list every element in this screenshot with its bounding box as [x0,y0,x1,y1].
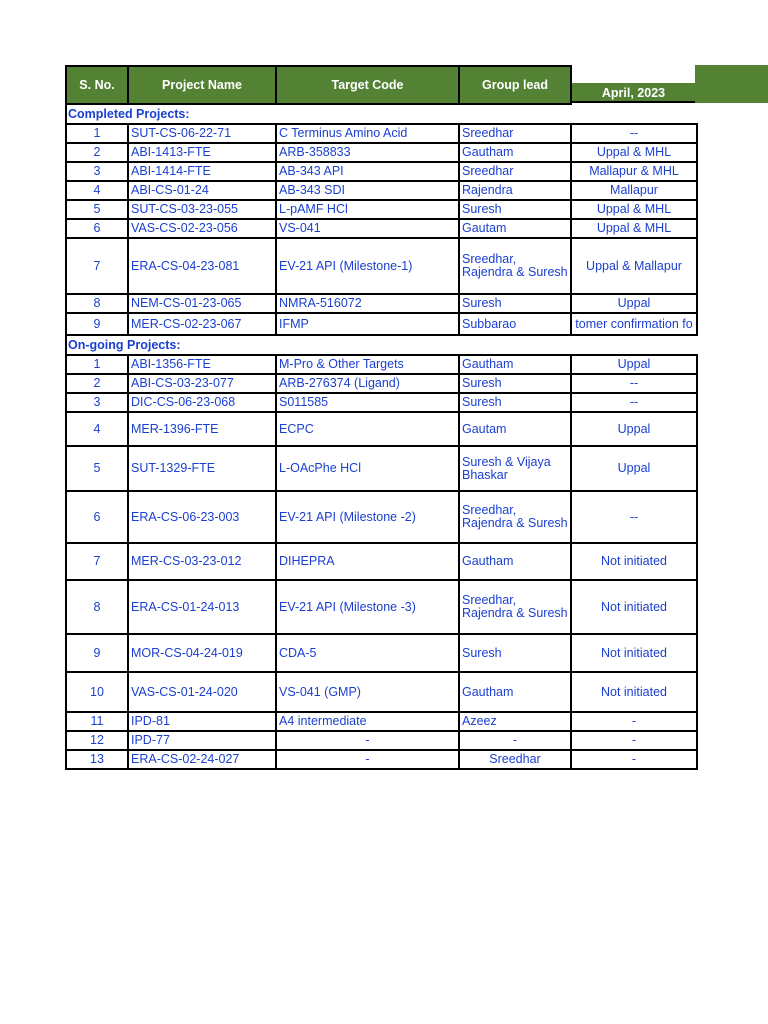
header-project-name: Project Name [128,66,276,104]
cell-sno: 11 [66,712,128,731]
table-row [66,294,697,313]
cell-target-code: VS-041 (GMP) [276,672,459,712]
section-row-completed [66,104,697,124]
cell-sno: 6 [66,491,128,543]
table-row [66,143,697,162]
cell-sno: 5 [66,200,128,219]
table-row [66,355,697,374]
cell-target-code: M-Pro & Other Targets [276,355,459,374]
table-row [66,219,697,238]
header-group-lead: Group lead [459,66,571,104]
cell-project-name: IPD-77 [128,731,276,750]
cell-project-name: ABI-1356-FTE [128,355,276,374]
cell-group-lead: Subbarao [459,313,571,335]
cell-project-name: SUT-CS-06-22-71 [128,124,276,143]
cell-status: -- [571,124,697,143]
cell-group-lead: - [459,731,571,750]
cell-target-code: EV-21 API (Milestone -2) [276,491,459,543]
cell-group-lead: Sreedhar, Rajendra & Suresh [459,491,571,543]
cell-sno: 8 [66,294,128,313]
table-row [66,712,697,731]
cell-status: Uppal & Mallapur [571,238,697,294]
cell-group-lead: Sreedhar [459,124,571,143]
table-row [66,313,697,335]
cell-project-name: ERA-CS-01-24-013 [128,580,276,634]
cell-group-lead: Suresh [459,634,571,672]
projects-table [65,65,698,770]
cell-target-code: S011585 [276,393,459,412]
cell-sno: 4 [66,412,128,446]
cell-group-lead: Suresh [459,294,571,313]
cell-target-code: AB-343 SDI [276,181,459,200]
cell-target-code: C Terminus Amino Acid [276,124,459,143]
spreadsheet [65,65,697,770]
cell-sno: 8 [66,580,128,634]
cell-sno: 10 [66,672,128,712]
cell-status: Uppal & MHL [571,143,697,162]
cell-project-name: IPD-81 [128,712,276,731]
cell-status: Uppal [571,294,697,313]
header-month: April, 2023 [570,83,695,103]
cell-target-code: A4 intermediate [276,712,459,731]
cell-status: -- [571,491,697,543]
cell-group-lead: Suresh & Vijaya Bhaskar [459,446,571,491]
section-row-ongoing [66,335,697,355]
cell-project-name: MOR-CS-04-24-019 [128,634,276,672]
cell-sno: 12 [66,731,128,750]
table-row [66,634,697,672]
cell-target-code: NMRA-516072 [276,294,459,313]
table-row [66,412,697,446]
cell-sno: 9 [66,634,128,672]
cell-status: -- [571,374,697,393]
cell-status: - [571,731,697,750]
header-sno: S. No. [66,66,128,104]
cell-status: tomer confirmation fo [571,313,697,335]
cell-target-code: VS-041 [276,219,459,238]
table-row [66,238,697,294]
cell-group-lead: Gautham [459,543,571,580]
table-row [66,750,697,769]
cell-project-name: NEM-CS-01-23-065 [128,294,276,313]
cell-sno: 1 [66,124,128,143]
cell-group-lead: Suresh [459,200,571,219]
cell-target-code: L-pAMF HCl [276,200,459,219]
cell-target-code: ARB-358833 [276,143,459,162]
cell-group-lead: Suresh [459,393,571,412]
cell-group-lead: Sreedhar, Rajendra & Suresh [459,238,571,294]
cell-project-name: ERA-CS-06-23-003 [128,491,276,543]
table-row [66,200,697,219]
cell-status: Uppal [571,412,697,446]
cell-status: Mallapur & MHL [571,162,697,181]
cell-target-code: IFMP [276,313,459,335]
cell-project-name: MER-1396-FTE [128,412,276,446]
cell-group-lead: Gautham [459,143,571,162]
cell-target-code: EV-21 API (Milestone -3) [276,580,459,634]
cell-target-code: AB-343 API [276,162,459,181]
cell-sno: 9 [66,313,128,335]
cell-group-lead: Sreedhar [459,750,571,769]
cell-sno: 5 [66,446,128,491]
cell-group-lead: Suresh [459,374,571,393]
table-row [66,543,697,580]
cell-project-name: ABI-CS-01-24 [128,181,276,200]
cell-project-name: VAS-CS-01-24-020 [128,672,276,712]
cell-status: Not initiated [571,672,697,712]
cell-group-lead: Rajendra [459,181,571,200]
section-title-ongoing: On-going Projects: [66,335,697,355]
cell-status: Not initiated [571,543,697,580]
cell-sno: 6 [66,219,128,238]
cell-group-lead: Gautam [459,219,571,238]
cell-status: Uppal [571,355,697,374]
cell-status: Uppal [571,446,697,491]
header-tab-extension [695,65,768,103]
cell-target-code: EV-21 API (Milestone-1) [276,238,459,294]
cell-group-lead: Sreedhar, Rajendra & Suresh [459,580,571,634]
table-row [66,731,697,750]
cell-sno: 2 [66,143,128,162]
cell-sno: 1 [66,355,128,374]
section-title-completed: Completed Projects: [66,104,697,124]
cell-project-name: MER-CS-03-23-012 [128,543,276,580]
cell-group-lead: Gautam [459,412,571,446]
cell-project-name: ABI-1414-FTE [128,162,276,181]
cell-project-name: SUT-1329-FTE [128,446,276,491]
table-row [66,162,697,181]
table-row [66,446,697,491]
cell-target-code: - [276,750,459,769]
cell-group-lead: Gautham [459,672,571,712]
table-row [66,124,697,143]
cell-target-code: ARB-276374 (Ligand) [276,374,459,393]
cell-status: Uppal & MHL [571,219,697,238]
cell-group-lead: Azeez [459,712,571,731]
cell-project-name: MER-CS-02-23-067 [128,313,276,335]
cell-project-name: DIC-CS-06-23-068 [128,393,276,412]
cell-status: Mallapur [571,181,697,200]
cell-group-lead: Sreedhar [459,162,571,181]
table-row [66,580,697,634]
cell-sno: 2 [66,374,128,393]
cell-project-name: VAS-CS-02-23-056 [128,219,276,238]
cell-target-code: - [276,731,459,750]
cell-project-name: SUT-CS-03-23-055 [128,200,276,219]
table-row [66,491,697,543]
cell-target-code: DIHEPRA [276,543,459,580]
cell-project-name: ABI-1413-FTE [128,143,276,162]
cell-project-name: ERA-CS-02-24-027 [128,750,276,769]
cell-status: -- [571,393,697,412]
cell-status: - [571,750,697,769]
cell-sno: 3 [66,393,128,412]
table-row [66,393,697,412]
cell-sno: 3 [66,162,128,181]
cell-project-name: ABI-CS-03-23-077 [128,374,276,393]
table-row [66,672,697,712]
cell-sno: 4 [66,181,128,200]
cell-target-code: ECPC [276,412,459,446]
cell-status: Not initiated [571,634,697,672]
header-target-code: Target Code [276,66,459,104]
cell-status: - [571,712,697,731]
cell-target-code: L-OAcPhe HCl [276,446,459,491]
cell-sno: 13 [66,750,128,769]
cell-sno: 7 [66,238,128,294]
cell-group-lead: Gautham [459,355,571,374]
cell-status: Not initiated [571,580,697,634]
cell-target-code: CDA-5 [276,634,459,672]
cell-project-name: ERA-CS-04-23-081 [128,238,276,294]
table-row [66,374,697,393]
cell-sno: 7 [66,543,128,580]
cell-status: Uppal & MHL [571,200,697,219]
table-row [66,181,697,200]
